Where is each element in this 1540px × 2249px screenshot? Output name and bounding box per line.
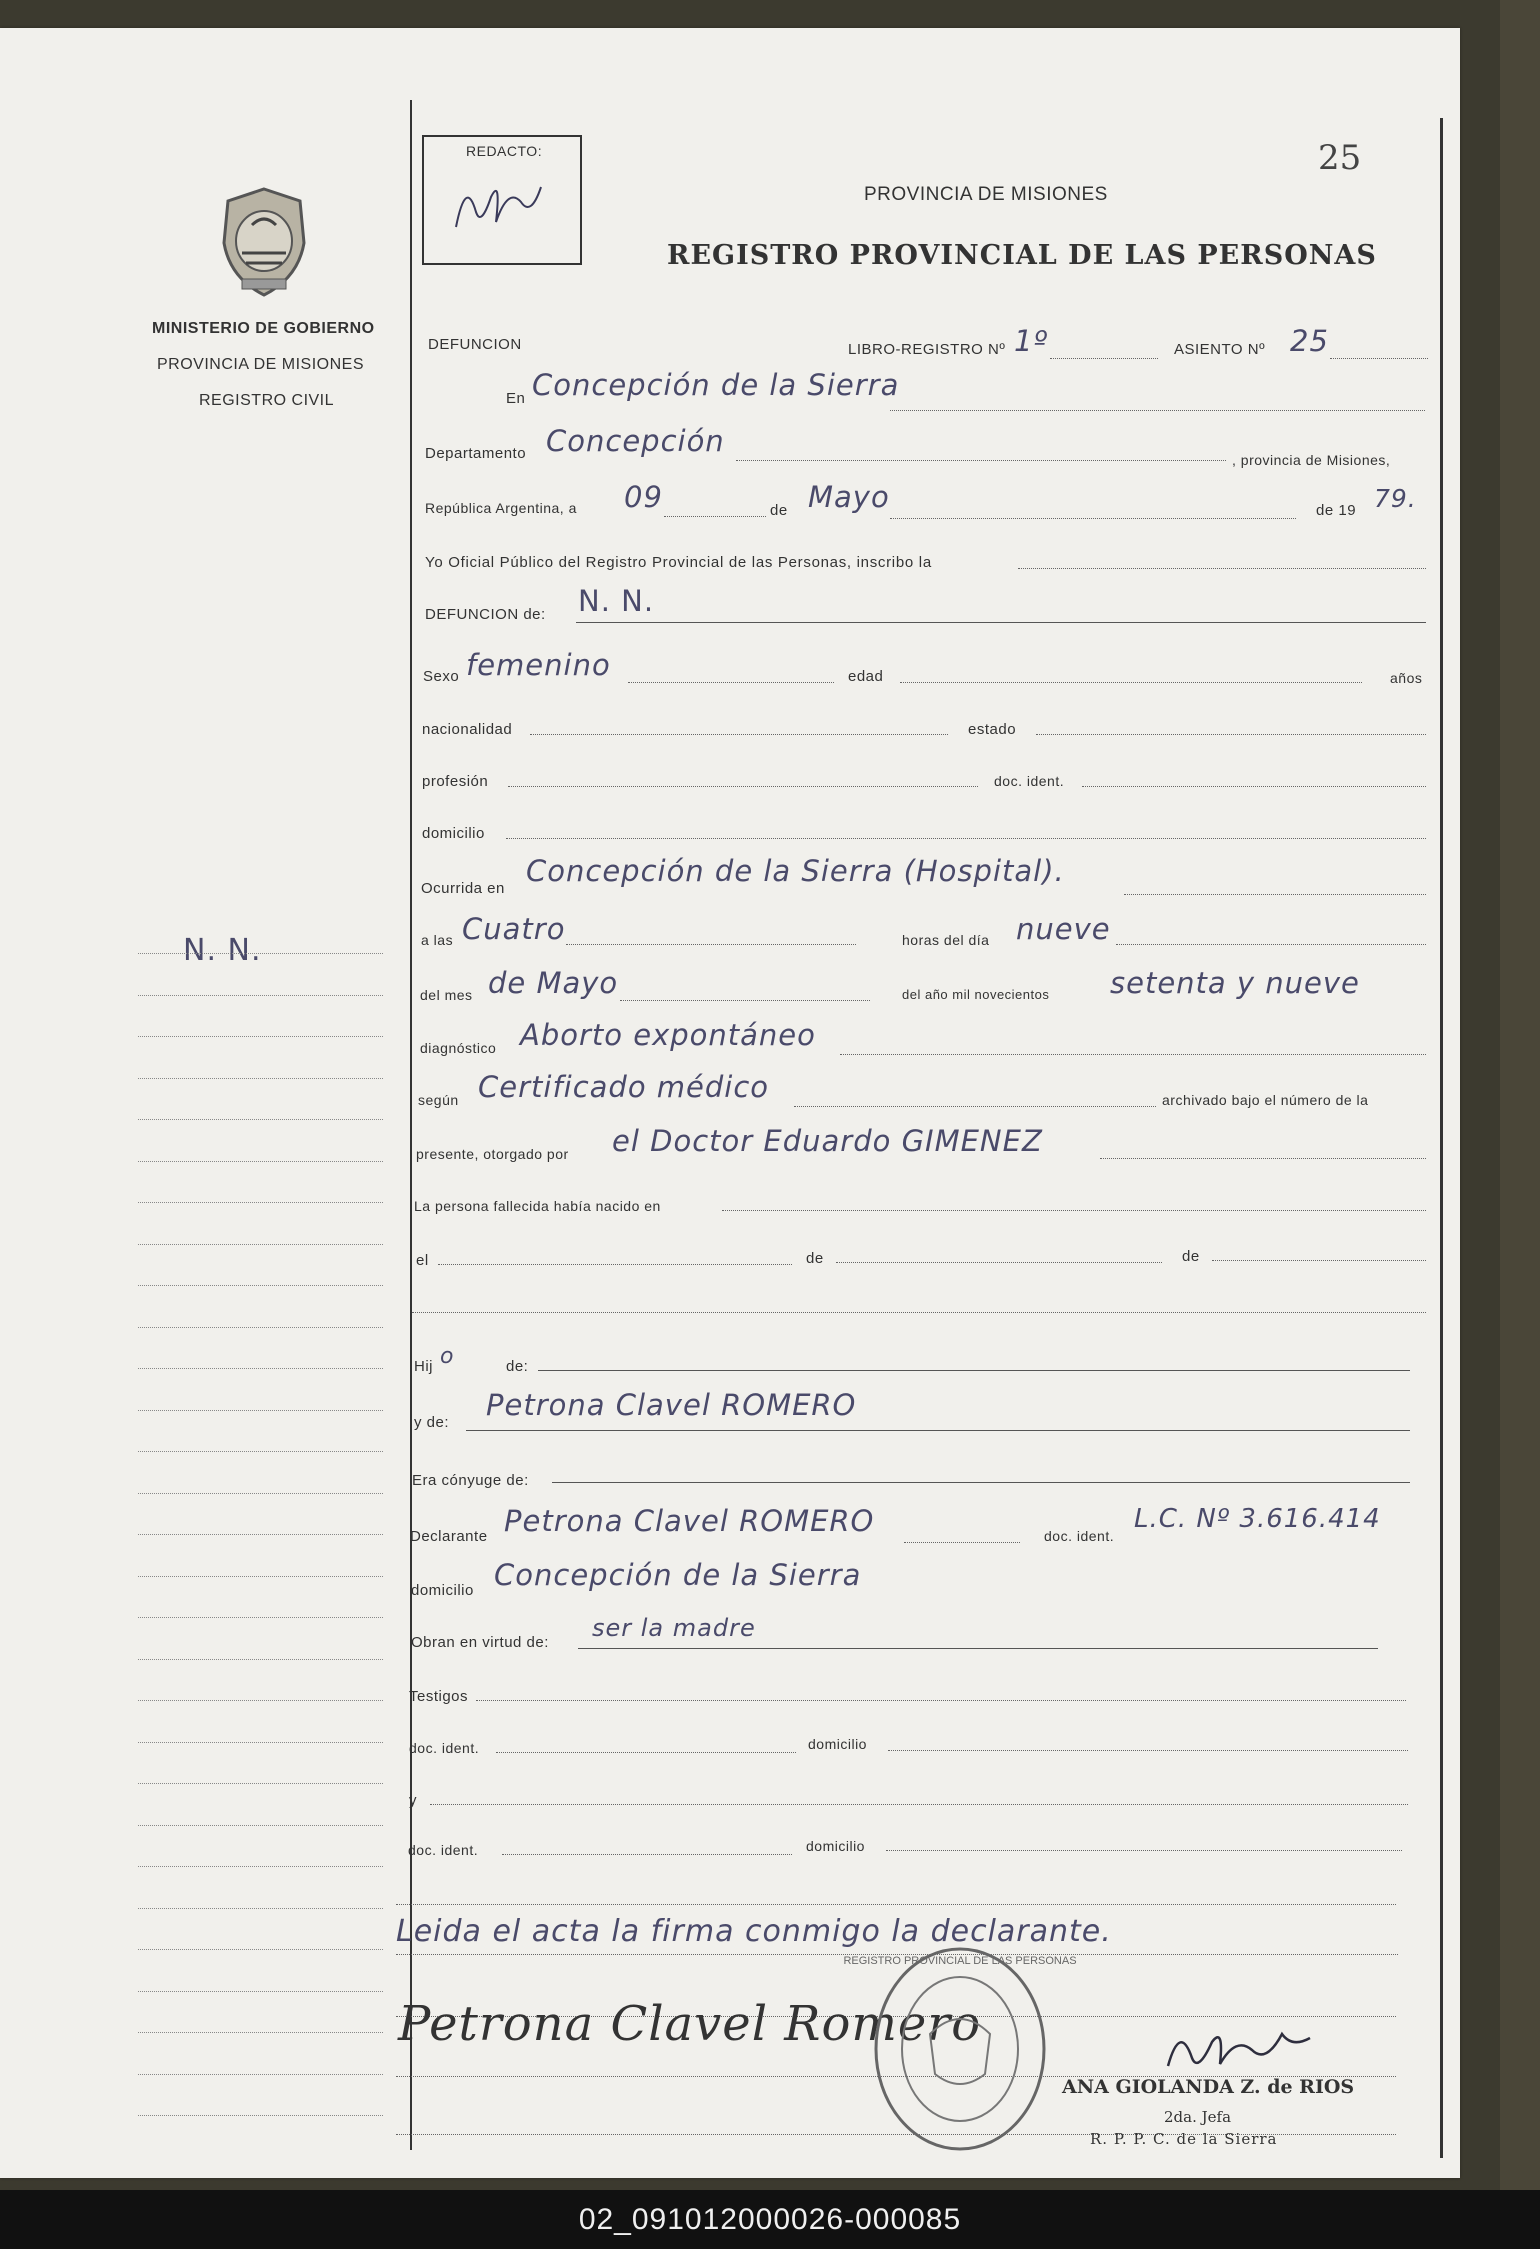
image-filename: 02_091012000026-000085 (0, 2190, 1540, 2249)
margin-rule (138, 995, 383, 996)
form-fill-line (538, 1370, 1410, 1371)
nacido-label: La persona fallecida había nacido en (414, 1198, 661, 1214)
month-value: Mayo (808, 480, 890, 514)
initials-signature-icon (446, 167, 556, 247)
y-label: y (409, 1792, 417, 1809)
margin-rule (138, 1451, 383, 1452)
segun-label: según (418, 1092, 459, 1108)
de-label: de (770, 502, 788, 519)
form-fill-line (1116, 944, 1426, 945)
presente-value: el Doctor Eduardo GIMENEZ (612, 1124, 1043, 1158)
form-fill-line (904, 1542, 1020, 1543)
registry-subtitle: REGISTRO CIVIL (199, 392, 335, 409)
ocurrida-value: Concepción de la Sierra (Hospital). (526, 854, 1065, 888)
margin-rule (138, 1078, 383, 1079)
form-fill-line (506, 838, 1426, 839)
form-fill-line (502, 1854, 792, 1855)
a-las-label: a las (421, 932, 454, 948)
margin-rule (138, 1119, 383, 1120)
edad-label: edad (848, 668, 884, 685)
year-label: de 19 (1316, 502, 1357, 519)
redacto-label: REDACTO: (466, 143, 543, 159)
segun-value: Certificado médico (478, 1070, 770, 1104)
form-fill-line (578, 1648, 1378, 1649)
domicilio-label: domicilio (422, 825, 485, 842)
form-fill-line (888, 1750, 1408, 1751)
form-fill-line (1082, 786, 1426, 787)
margin-rule (138, 1700, 383, 1701)
en-value: Concepción de la Sierra (532, 368, 900, 402)
day-value: 09 (624, 480, 663, 514)
nacionalidad-label: nacionalidad (422, 721, 513, 738)
y-de-value: Petrona Clavel ROMERO (486, 1388, 857, 1422)
form-fill-line (396, 1904, 1396, 1905)
form-fill-line (496, 1752, 796, 1753)
form-fill-line (900, 682, 1362, 683)
horas-label: horas del día (902, 932, 990, 948)
del-ano-value: setenta y nueve (1110, 966, 1360, 1000)
oficial-text: Yo Oficial Público del Registro Provincial de las Personas, inscribo la (425, 554, 932, 571)
form-fill-line (552, 1482, 1410, 1483)
register-page (0, 28, 1460, 2178)
form-fill-line (1212, 1260, 1426, 1261)
official-office: R. P. P. C. de la Sierra (1090, 2130, 1278, 2148)
estado-label: estado (968, 721, 1017, 738)
asiento-label: ASIENTO Nº (1174, 341, 1266, 358)
diagnostico-label: diagnóstico (420, 1040, 497, 1056)
de2-label: de (806, 1250, 824, 1267)
margin-rule (138, 1244, 383, 1245)
form-fill-line (530, 734, 948, 735)
book-cover-edge (1500, 0, 1540, 2190)
obran-value: ser la madre (592, 1614, 756, 1642)
margin-rule (138, 1991, 383, 1992)
margin-rule (138, 2032, 383, 2033)
margin-rule (138, 1783, 383, 1784)
province-header: PROVINCIA DE MISIONES (864, 184, 1108, 205)
testigo1-doc-label: doc. ident. (409, 1740, 480, 1756)
departamento-label: Departamento (425, 445, 527, 462)
margin-rule (138, 1825, 383, 1826)
province-subtitle: PROVINCIA DE MISIONES (157, 356, 364, 373)
margin-rule (138, 1327, 383, 1328)
stamp-text: REGISTRO PROVINCIAL DE LAS PERSONAS (843, 1955, 1077, 1967)
official-title: 2da. Jefa (1164, 2108, 1232, 2126)
form-fill-line (890, 410, 1425, 411)
defuncion-de-value: N. N. (578, 584, 655, 618)
margin-rule (138, 1576, 383, 1577)
declarante-label: Declarante (410, 1528, 488, 1545)
margin-rule (138, 1493, 383, 1494)
year-value: 79. (1374, 484, 1417, 513)
defuncion-type-label: DEFUNCION (428, 336, 522, 353)
declarante-doc-label: doc. ident. (1044, 1528, 1115, 1544)
form-right-border (1440, 118, 1443, 2158)
form-fill-line (1330, 358, 1428, 359)
official-signature-icon (1160, 2018, 1330, 2078)
margin-rule (138, 1161, 383, 1162)
doc-ident-label: doc. ident. (994, 773, 1065, 789)
margin-rule (138, 953, 383, 954)
margin-rule (138, 1949, 383, 1950)
form-fill-line (794, 1106, 1156, 1107)
form-fill-line (566, 944, 856, 945)
margin-rule (138, 1742, 383, 1743)
provincia-label: , provincia de Misiones, (1232, 452, 1391, 468)
declarante-value: Petrona Clavel ROMERO (504, 1504, 875, 1538)
presente-label: presente, otorgado por (416, 1146, 569, 1162)
form-fill-line (430, 1804, 1408, 1805)
sexo-value: femenino (466, 648, 611, 682)
form-fill-line (664, 516, 766, 517)
form-fill-line (466, 1430, 1410, 1431)
margin-rule (138, 2115, 383, 2116)
departamento-value: Concepción (546, 424, 725, 458)
diagnostico-value: Aborto expontáneo (520, 1018, 816, 1052)
margin-rule (138, 1368, 383, 1369)
registry-header: REGISTRO PROVINCIAL DE LAS PERSONAS (667, 240, 1377, 271)
form-fill-line (476, 1700, 1406, 1701)
margin-rule (138, 1534, 383, 1535)
margin-rule (138, 1036, 383, 1037)
form-fill-line (508, 786, 978, 787)
margin-rule (138, 1285, 383, 1286)
hijo-suffix: o (440, 1344, 455, 1369)
obran-label: Obran en virtud de: (411, 1634, 549, 1651)
ocurrida-label: Ocurrida en (421, 880, 505, 897)
del-ano-label: del año mil novecientos (902, 987, 1050, 1002)
coat-of-arms-icon (212, 183, 317, 303)
leida-statement: Leida el acta la firma conmigo la declarante. (396, 1914, 1112, 1949)
del-mes-value: de Mayo (488, 966, 619, 1000)
page-number: 25 (1318, 138, 1362, 178)
margin-rule (138, 1659, 383, 1660)
testigo2-doc-label: doc. ident. (408, 1842, 479, 1858)
horas-value: nueve (1016, 912, 1111, 946)
form-fill-line (836, 1262, 1162, 1263)
form-fill-line (438, 1264, 792, 1265)
form-fill-line (1036, 734, 1426, 735)
form-fill-line (576, 622, 1426, 623)
del-mes-label: del mes (420, 987, 473, 1003)
margin-rule (138, 1202, 383, 1203)
republica-label: República Argentina, a (425, 500, 577, 516)
testigos-label: Testigos (409, 1688, 469, 1705)
asiento-value: 25 (1290, 324, 1329, 358)
dom-label: domicilio (411, 1582, 474, 1599)
hijo-label: Hij (414, 1358, 433, 1375)
margin-rule (138, 1617, 383, 1618)
registry-stamp-icon (843, 1944, 1077, 2154)
form-fill-line (722, 1210, 1426, 1211)
libro-value: 1º (1014, 324, 1049, 358)
anos-label: años (1390, 670, 1423, 686)
dom-value: Concepción de la Sierra (494, 1558, 862, 1592)
margin-rule (138, 2074, 383, 2075)
profesion-label: profesión (422, 773, 489, 790)
margin-rule (138, 1866, 383, 1867)
a-las-value: Cuatro (462, 912, 566, 946)
archivado-label: archivado bajo el número de la (1162, 1092, 1369, 1108)
defuncion-de-label: DEFUNCION de: (425, 606, 546, 623)
form-fill-line (1050, 358, 1158, 359)
form-fill-line (628, 682, 834, 683)
form-fill-line (1018, 568, 1426, 569)
testigo2-dom-label: domicilio (806, 1838, 865, 1854)
sexo-label: Sexo (423, 668, 460, 685)
el-label: el (416, 1252, 429, 1269)
form-fill-line (890, 518, 1296, 519)
hijo-de-label: de: (506, 1358, 529, 1375)
ministry-title: MINISTERIO DE GOBIERNO (152, 320, 375, 337)
margin-rule (138, 1908, 383, 1909)
declarante-doc-value: L.C. Nº 3.616.414 (1134, 1504, 1381, 1534)
form-fill-line (1124, 894, 1426, 895)
margin-note: N. N. (183, 933, 262, 968)
conyuge-label: Era cónyuge de: (412, 1472, 529, 1489)
en-label: En (506, 390, 526, 407)
y-de-label: y de: (414, 1414, 450, 1431)
form-fill-line (736, 460, 1226, 461)
de3-label: de (1182, 1248, 1200, 1265)
form-fill-line (840, 1054, 1426, 1055)
form-fill-line (620, 1000, 870, 1001)
testigo1-dom-label: domicilio (808, 1736, 867, 1752)
declarant-signature: Petrona Clavel Romero (398, 1996, 982, 2052)
redacto-box (422, 135, 582, 265)
form-fill-line (886, 1850, 1402, 1851)
margin-rule (138, 1410, 383, 1411)
form-fill-line (412, 1312, 1426, 1313)
official-name: ANA GIOLANDA Z. de RIOS (1062, 2076, 1355, 2098)
form-fill-line (1100, 1158, 1426, 1159)
libro-label: LIBRO-REGISTRO Nº (848, 341, 1006, 358)
